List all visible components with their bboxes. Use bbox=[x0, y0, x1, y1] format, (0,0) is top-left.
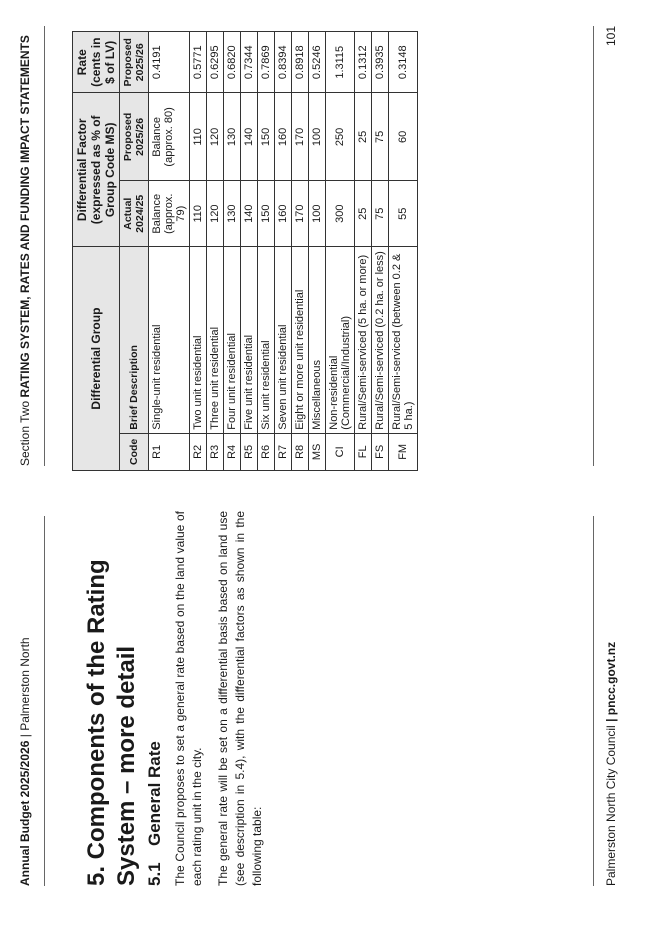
table-row bbox=[389, 32, 418, 471]
cell-proposed: 120 bbox=[207, 93, 224, 181]
header-divider-right bbox=[44, 26, 45, 466]
cell-proposed: 60 bbox=[389, 93, 418, 181]
cell-code: FM bbox=[389, 433, 418, 470]
cell-description: Rural/Semi-serviced (between 0.2 & 5 ha.) bbox=[389, 247, 418, 434]
table-row bbox=[149, 32, 190, 471]
table-row bbox=[190, 32, 207, 471]
cell-rate: 0.8918 bbox=[292, 32, 309, 94]
cell-rate: 0.7869 bbox=[258, 32, 275, 94]
subsection-heading bbox=[145, 741, 165, 886]
cell-actual: 130 bbox=[224, 181, 241, 247]
cell-rate: 0.6295 bbox=[207, 32, 224, 94]
cell-actual: 140 bbox=[241, 181, 258, 247]
cell-rate: 0.3148 bbox=[389, 32, 418, 94]
budget-title: Annual Budget 2025/2026 bbox=[18, 740, 32, 886]
cell-code: R3 bbox=[207, 433, 224, 470]
header-divider-left bbox=[44, 516, 45, 886]
cell-description: Two unit residential bbox=[190, 247, 207, 434]
cell-code: R4 bbox=[224, 433, 241, 470]
cell-proposed: 150 bbox=[258, 93, 275, 181]
subsection-number: 5.1 bbox=[145, 862, 164, 886]
cell-code: MS bbox=[309, 433, 326, 470]
header-separator: | bbox=[18, 734, 32, 738]
table-row bbox=[224, 32, 241, 471]
page-header-left bbox=[18, 637, 32, 886]
cell-code: FS bbox=[372, 433, 389, 470]
paragraph-general-rate: The Council proposes to set a general rate based on the land value of each rating unit in the city. bbox=[173, 511, 204, 886]
page-header-right bbox=[18, 35, 32, 466]
cell-actual: Balance (approx. 79) bbox=[149, 181, 190, 247]
cell-description: Eight or more unit residential bbox=[292, 247, 309, 434]
cell-rate: 0.5246 bbox=[309, 32, 326, 94]
cell-actual: 55 bbox=[389, 181, 418, 247]
table-row bbox=[292, 32, 309, 471]
cell-proposed: 250 bbox=[326, 93, 355, 181]
table-row bbox=[309, 32, 326, 471]
cell-proposed: 75 bbox=[372, 93, 389, 181]
cell-code: R8 bbox=[292, 433, 309, 470]
cell-proposed: 25 bbox=[355, 93, 372, 181]
header-differential-group: Differential Group bbox=[73, 247, 120, 471]
cell-proposed: 160 bbox=[275, 93, 292, 181]
cell-proposed: 140 bbox=[241, 93, 258, 181]
cell-description: Five unit residential bbox=[241, 247, 258, 434]
cell-description: Three unit residential bbox=[207, 247, 224, 434]
header-actual: Actual 2024/25 bbox=[120, 181, 149, 247]
header-differential-factor: Differential Factor (expressed as % of Group Code MS) bbox=[73, 93, 120, 247]
cell-actual: 120 bbox=[207, 181, 224, 247]
cell-description: Non-residential (Commercial/Industrial) bbox=[326, 247, 355, 434]
page-number: 101 bbox=[604, 25, 618, 46]
cell-code: R2 bbox=[190, 433, 207, 470]
cell-actual: 110 bbox=[190, 181, 207, 247]
footer-org: Palmerston North City Council bbox=[604, 725, 618, 886]
cell-description: Single-unit residential bbox=[149, 247, 190, 434]
footer-divider-left bbox=[593, 516, 594, 886]
cell-code: CI bbox=[326, 433, 355, 470]
header-code: Code bbox=[120, 433, 149, 470]
table-row bbox=[207, 32, 224, 471]
cell-actual: 25 bbox=[355, 181, 372, 247]
cell-rate: 0.8394 bbox=[275, 32, 292, 94]
cell-rate: 0.4191 bbox=[149, 32, 190, 94]
section-title: 5. Components of the Rating System – more detail bbox=[83, 559, 140, 886]
header-rate: Rate (cents in $ of LV) bbox=[73, 32, 120, 94]
table-row bbox=[355, 32, 372, 471]
cell-description: Rural/Semi-serviced (5 ha. or more) bbox=[355, 247, 372, 434]
section-label: Section Two bbox=[18, 400, 32, 466]
cell-proposed: 100 bbox=[309, 93, 326, 181]
cell-actual: 160 bbox=[275, 181, 292, 247]
subsection-title: General Rate bbox=[145, 741, 164, 846]
cell-proposed: 130 bbox=[224, 93, 241, 181]
cell-code: FL bbox=[355, 433, 372, 470]
cell-actual: 100 bbox=[309, 181, 326, 247]
cell-actual: 300 bbox=[326, 181, 355, 247]
cell-actual: 170 bbox=[292, 181, 309, 247]
differential-rates-table bbox=[72, 31, 418, 471]
cell-rate: 0.7344 bbox=[241, 32, 258, 94]
cell-rate: 0.5771 bbox=[190, 32, 207, 94]
cell-description: Six unit residential bbox=[258, 247, 275, 434]
page-footer bbox=[604, 642, 618, 886]
cell-actual: 150 bbox=[258, 181, 275, 247]
header-brief-description: Brief Description bbox=[120, 247, 149, 434]
cell-rate: 0.6820 bbox=[224, 32, 241, 94]
table-row bbox=[275, 32, 292, 471]
cell-proposed: 110 bbox=[190, 93, 207, 181]
header-proposed: Proposed 2025/26 bbox=[120, 93, 149, 181]
cell-rate: 0.3935 bbox=[372, 32, 389, 94]
footer-website: pncc.govt.nz bbox=[604, 641, 618, 716]
cell-description: Rural/Semi-serviced (0.2 ha. or less) bbox=[372, 247, 389, 434]
cell-code: R5 bbox=[241, 433, 258, 470]
table-row bbox=[258, 32, 275, 471]
paragraph-differential-basis: The general rate will be set on a differential basis based on land use (see description in 5.4), with the differential factors as shown in the following table: bbox=[216, 511, 264, 886]
cell-actual: 75 bbox=[372, 181, 389, 247]
cell-proposed: Balance (approx. 80) bbox=[149, 93, 190, 181]
cell-proposed: 170 bbox=[292, 93, 309, 181]
table-row bbox=[241, 32, 258, 471]
footer-separator: | bbox=[604, 718, 618, 722]
table-row bbox=[372, 32, 389, 471]
city-name: Palmerston North bbox=[18, 637, 32, 731]
cell-code: R6 bbox=[258, 433, 275, 470]
cell-description: Four unit residential bbox=[224, 247, 241, 434]
cell-rate: 0.1312 bbox=[355, 32, 372, 94]
cell-description: Miscellaneous bbox=[309, 247, 326, 434]
header-rate-proposed: Proposed 2025/26 bbox=[120, 32, 149, 94]
cell-rate: 1.3115 bbox=[326, 32, 355, 94]
table-row bbox=[326, 32, 355, 471]
cell-code: R1 bbox=[149, 433, 190, 470]
cell-description: Seven unit residential bbox=[275, 247, 292, 434]
section-name: RATING SYSTEM, RATES AND FUNDING IMPACT STATEMENTS bbox=[18, 35, 32, 398]
cell-code: R7 bbox=[275, 433, 292, 470]
footer-divider-right bbox=[593, 26, 594, 466]
